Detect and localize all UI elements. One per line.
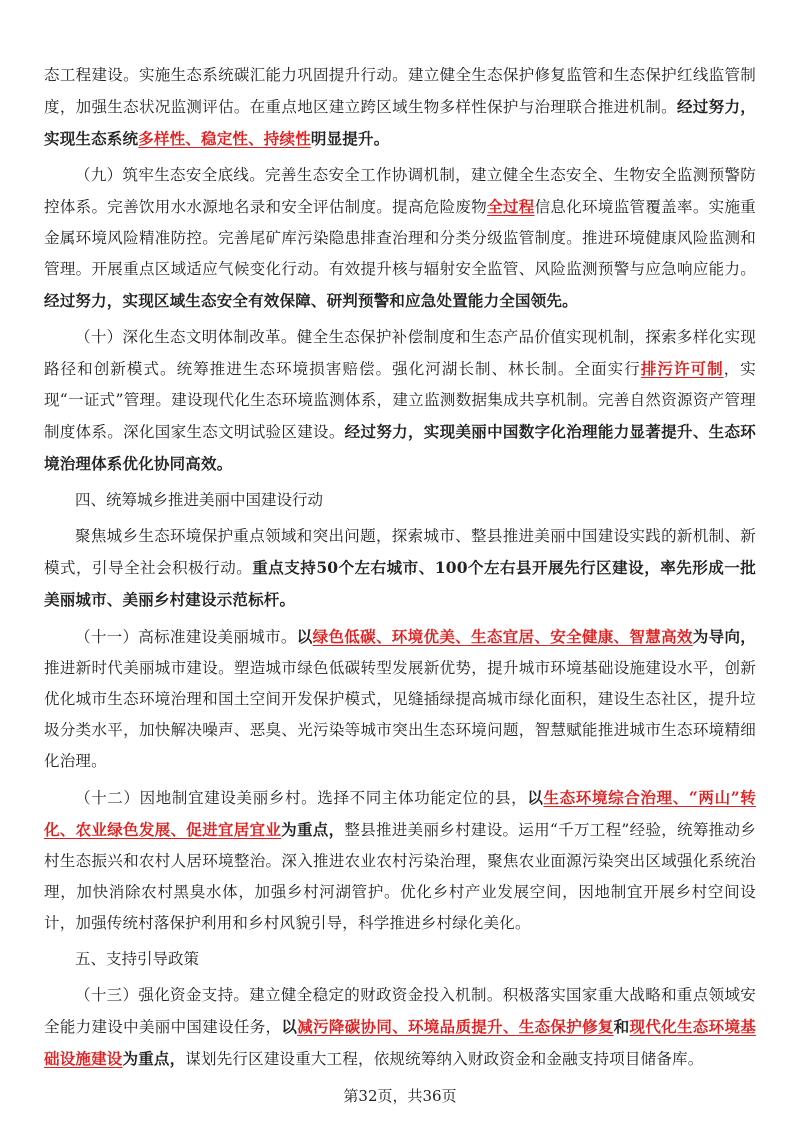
bold-text: 以 (527, 788, 544, 807)
bold-text: 以 (296, 627, 313, 646)
bold-text: 和 (613, 1017, 630, 1036)
bold-text: 重点支持50个左右城市、100个左右县开展先行区建设，率先形成一批美丽城市、美丽乡村建设示范标杆。 (44, 558, 757, 609)
text-run: 信息化环境监管覆盖率。实施重金属环境风险精准防控。完善尾矿库污染隐患排查治理和分类分级监管制度。推进环境健康风险监测和管理。开展重点区域适应气候变化行动。有效提升核与辐射安全监管、风险监测预警与应急响应能力。 (44, 198, 756, 278)
document-body (44, 60, 756, 1075)
paragraph (44, 60, 756, 155)
section-heading (44, 485, 756, 516)
bold-text: 经过努力，实现区域生态安全有效保障、研判预警和应急处置能力全国领先。 (44, 291, 578, 310)
text-run: 聚焦城乡生态环境保护重点领域和突出问题，探索城市、整县推进美丽中国建设实践的新机制、新模式，引导全社会积极行动。 (44, 527, 756, 577)
text-run: 五、支持引导政策 (75, 950, 200, 968)
text-run: （十一）高标准建设美丽城市。 (75, 628, 297, 646)
bold-text: 为导向， (692, 627, 756, 646)
highlighted-text: 绿色低碳、环境优美、生态宜居、安全健康、智慧高效 (312, 627, 693, 646)
text-run: （十三）强化资金支持。建立健全稳定的财政资金投入机制。积极落实国家重大战略和重点领域安全能力建设中美丽中国建设任务， (44, 986, 756, 1036)
bold-text: 为重点， (281, 820, 345, 839)
text-run: 四、统筹城乡推进美丽中国建设行动 (75, 491, 324, 509)
page-number: 第32页，共36页 (343, 1087, 457, 1105)
highlighted-text: 多样性、稳定性、持续性 (138, 129, 311, 148)
paragraph (44, 160, 756, 317)
paragraph (44, 322, 756, 480)
highlighted-text: 生态环境综合治理、“两山”转化、农业绿色发展、促进宜居宜业 (44, 788, 756, 839)
text-run: 态工程建设。实施生态系统碳汇能力巩固提升行动。建立健全生态保护修复监管和生态保护红线监管制度，加强生态状况监测评估。在重点地区建立跨区域生物多样性保护与治理联合推进机制。 (44, 66, 756, 116)
text-run: 整县推进美丽乡村建设。运用“千万工程”经验，统筹推动乡村生态振兴和农村人居环境整治。深入推进农业农村污染治理，聚焦农业面源污染突出区域强化系统治理，加快消除农村黑臭水体，加强乡村河湖管护。优化乡村产业发展空间，因地制宜开展乡村空间设计，加强传统村落保护利用和乡村风貌引导，科学推进乡村绿化美化。 (44, 821, 756, 932)
bold-text: 明显提升。 (310, 129, 390, 148)
bold-text: 经过努力，实现生态系统 (44, 97, 756, 148)
text-run: 谋划先行区建设重大工程，依规统筹纳入财政资金和金融支持项目储备库。 (185, 1050, 704, 1068)
paragraph (44, 521, 756, 616)
text-run: （十）深化生态文明体制改革。健全生态保护补偿制度和生态产品价值实现机制，探索多样化实现路径和创新模式。统筹推进生态环境损害赔偿。强化河湖长制、林长制。全面实行 (44, 328, 756, 378)
bold-text: 为重点， (122, 1049, 186, 1068)
bold-text: 经过努力，实现美丽中国数字化治理能力显著提升、生态环境治理体系优化协同高效。 (44, 422, 756, 473)
highlighted-text: 全过程 (487, 197, 535, 216)
bold-text: 以 (281, 1017, 298, 1036)
paragraph (44, 980, 756, 1075)
paragraph (44, 621, 756, 777)
text-run: 推进新时代美丽城市建设。塑造城市绿色低碳转型发展新优势，提升城市环境基础设施建设水平，创新优化城市生态环境治理和国土空间开发保护模式，见缝插绿提高城市绿化面积，建设生态社区，提升垃圾分类水平，加快解决噪声、恶臭、光污染等城市突出生态环境问题，智慧赋能推进城市生态环境精细化治理。 (44, 659, 756, 770)
text-run: ，实现“一证式”管理。建设现代化生态环境监测体系，建立监测数据集成共享机制。完善自然资源资产管理制度体系。深化国家生态文明试验区建设。 (44, 360, 756, 441)
highlighted-text: 排污许可制 (640, 359, 724, 378)
highlighted-text: 减污降碳协同、环境品质提升、生态保护修复 (297, 1017, 614, 1036)
paragraph (44, 782, 756, 939)
text-run: （九）筑牢生态安全底线。完善生态安全工作协调机制，建立健全生态安全、生物安全监测预警防控体系。完善饮用水水源地名录和安全评估制度。提高危险废物 (44, 166, 756, 216)
text-run: （十二）因地制宜建设美丽乡村。选择不同主体功能定位的县， (75, 789, 528, 807)
section-heading (44, 944, 756, 975)
highlighted-text: 现代化生态环境基础设施建设 (44, 1017, 756, 1068)
